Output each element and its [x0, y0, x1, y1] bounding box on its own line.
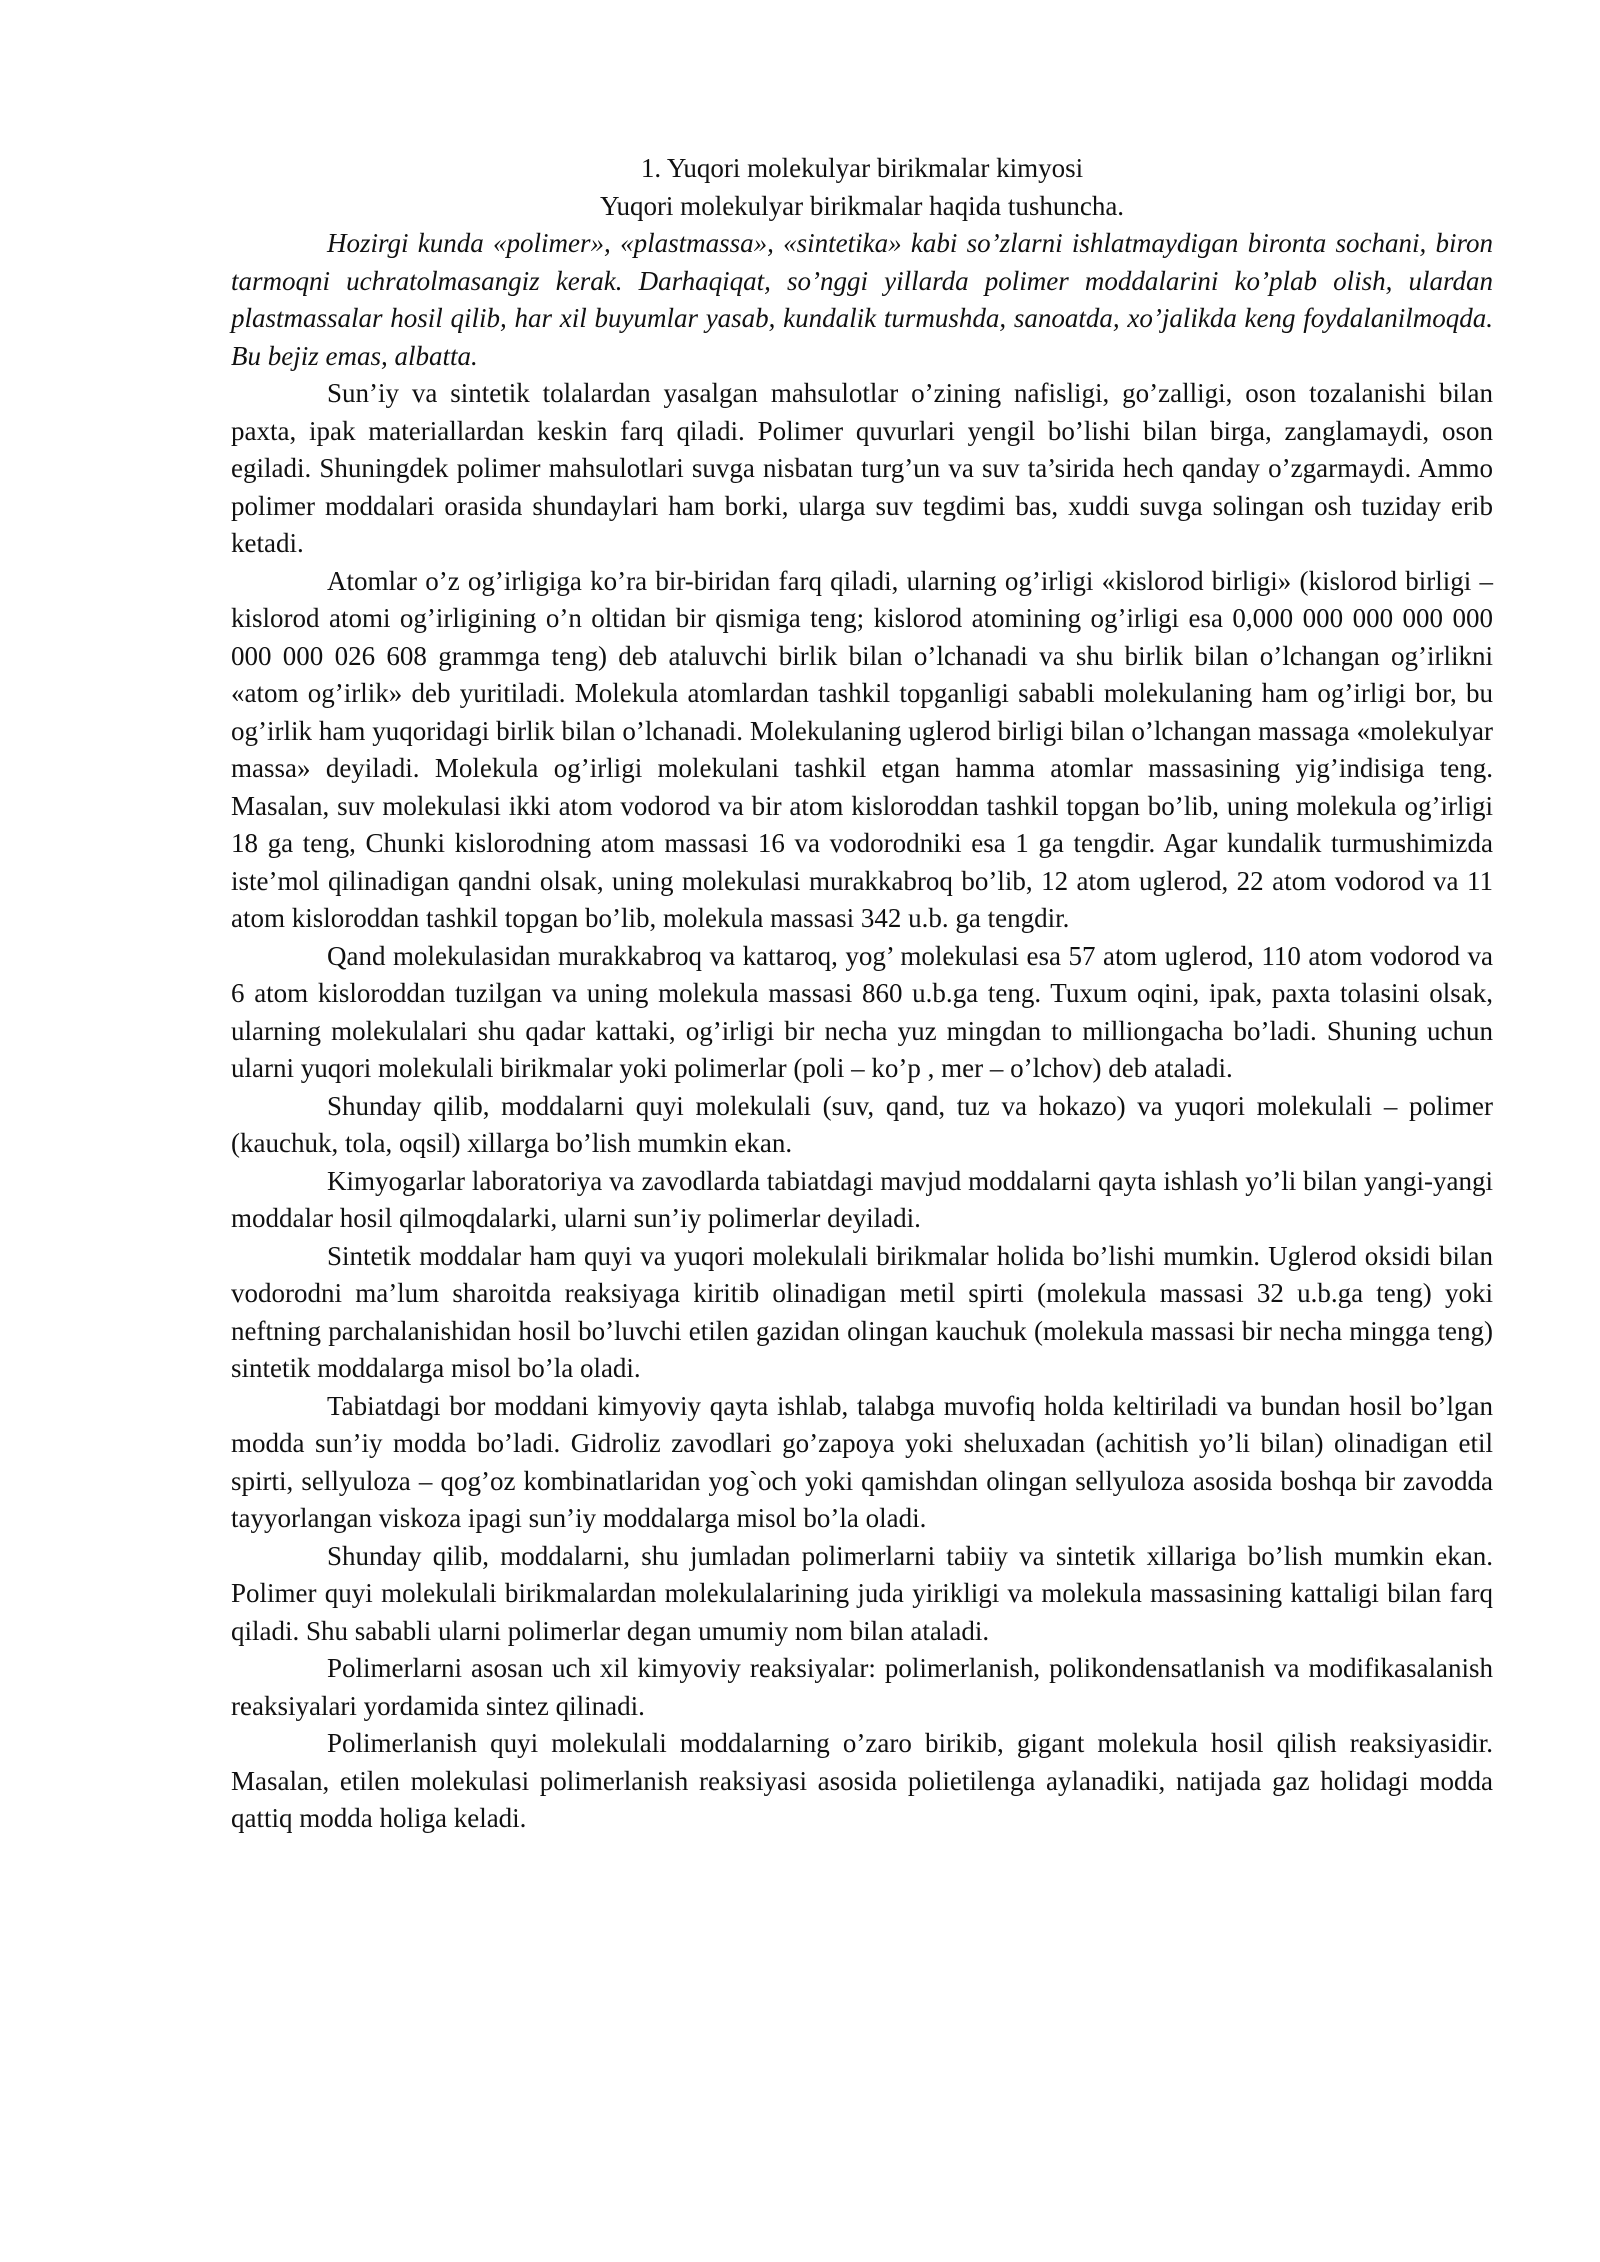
document-title: 1. Yuqori molekulyar birikmalar kimyosi	[640, 153, 1084, 183]
paragraph: Polimerlarni asosan uch xil kimyoviy reaksiyalar: polimerlanish, polikondensatlanish va modifikasalanish reaksiyalari yordamida sintez qilinadi.	[231, 1653, 1493, 1721]
paragraph: Atomlar o’z og’irligiga ko’ra bir-biridan farq qiladi, ularning og’irligi «kislorod birligi» (kislorod birligi – kislorod atomi og’irligining o’n oltidan bir qismiga teng; kislorod atomining og’irligi esa 0,000 000 000 000 000 000 000 026 608 grammga teng) deb ataluvchi birlik bilan o’lchanadi va shu birlik bilan o’lchangan og’irlikni «atom og’irlik» deb yuritiladi. Molekula atomlardan tashkil topganligi sababli molekulaning ham og’irligi bor, bu og’irlik ham yuqoridagi birlik bilan o’lchanadi. Molekulaning uglerod birligi bilan o’lchangan massaga «molekulyar massa» deyiladi. Molekula og’irligi molekulani tashkil etgan hamma atomlar massasining yig’indisiga teng. Masalan, suv molekulasi ikki atom vodorod va bir atom kisloroddan tashkil topgan bo’lib, uning molekula og’irligi 18 ga teng, Chunki kislorodning atom massasi 16 va vodorodniki esa 1 ga tengdir. Agar kundalik turmushimizda iste’mol qilinadigan qandni olsak, uning molekulasi murakkabroq bo’lib, 12 atom uglerod, 22 atom vodorod va 11 atom kisloroddan tashkil topgan bo’lib, molekula massasi 342 u.b. ga tengdir.	[231, 565, 1493, 933]
paragraph-intro: Hozirgi kunda «polimer», «plastmassa», «sintetika» kabi so’zlarni ishlatmaydigan bironta sochani, biron tarmoqni uchratolmasangiz kerak. Darhaqiqat, so’nggi yillarda polimer moddalarini ko’plab olish, ulardan plastmassalar hosil qilib, har xil buyumlar yasab, kundalik turmushda, sanoatda, xo’jalikda keng foydalanilmoqda. Bu bejiz emas, albatta.	[231, 228, 1493, 371]
paragraph: Qand molekulasidan murakkabroq va kattaroq, yog’ molekulasi esa 57 atom uglerod, 110 atom vodorod va 6 atom kisloroddan tuzilgan va uning molekula massasi 860 u.b.ga teng. Tuxum oqini, ipak, paxta tolasini olsak, ularning molekulalari shu qadar kattaki, og’irligi bir necha yuz mingdan to milliongacha bo’ladi. Shuning uchun ularni yuqori molekulali birikmalar yoki polimerlar (poli – ko’p , mer – o’lchov) deb ataladi.	[231, 940, 1493, 1083]
paragraph: Tabiatdagi bor moddani kimyoviy qayta ishlab, talabga muvofiq holda keltiriladi va bundan hosil bo’lgan modda sun’iy modda bo’ladi. Gidroliz zavodlari go’zapoya yoki sheluxadan (achitish yo’li bilan) olinadigan etil spirti, sellyuloza – qog’oz kombinatlaridan yog`och yoki qamishdan olingan sellyuloza asosida boshqa bir zavodda tayyorlangan viskoza ipagi sun’iy moddalarga misol bo’la oladi.	[231, 1390, 1493, 1533]
paragraph: Kimyogarlar laboratoriya va zavodlarda tabiatdagi mavjud moddalarni qayta ishlash yo’li bilan yangi-yangi moddalar hosil qilmoqdalarki, ularni sun’iy polimerlar deyiladi.	[231, 1165, 1493, 1233]
paragraph: Sun’iy va sintetik tolalardan yasalgan mahsulotlar o’zining nafisligi, go’zalligi, oson tozalanishi bilan paxta, ipak materiallardan keskin farq qiladi. Polimer quvurlari yengil bo’lishi bilan birga, zanglamaydi, oson egiladi. Shuningdek polimer mahsulotlari suvga nisbatan turg’un va suv ta’sirida hech qanday o’zgarmaydi. Ammo polimer moddalari orasida shundaylari ham borki, ularga suv tegdimi bas, xuddi suvga solingan osh tuziday erib ketadi.	[231, 378, 1493, 558]
paragraph: Polimerlanish quyi molekulali moddalarning o’zaro birikib, gigant molekula hosil qilish reaksiyasidir. Masalan, etilen molekulasi polimerlanish reaksiyasi asosida polietilenga aylanadiki, natijada gaz holidagi modda qattiq modda holiga keladi.	[231, 1728, 1493, 1833]
document-page	[231, 150, 1493, 1838]
document-subtitle: Yuqori molekulyar birikmalar haqida tushuncha.	[599, 190, 1125, 221]
paragraph: Sintetik moddalar ham quyi va yuqori molekulali birikmalar holida bo’lishi mumkin. Uglerod oksidi bilan vodorodni ma’lum sharoitda reaksiyaga kiritib olinadigan metil spirti (molekula massasi 32 u.b.ga teng) yoki neftning parchalanishidan hosil bo’luvchi etilen gazidan olingan kauchuk (molekula massasi bir necha mingga teng) sintetik moddalarga misol bo’la oladi.	[231, 1240, 1493, 1383]
paragraph: Shunday qilib, moddalarni, shu jumladan polimerlarni tabiiy va sintetik xillariga bo’lish mumkin ekan. Polimer quyi molekulali birikmalardan molekulalarining juda yirikligi va molekula massasining kattaligi bilan farq qiladi. Shu sababli ularni polimerlar degan umumiy nom bilan ataladi.	[231, 1540, 1493, 1646]
paragraph: Shunday qilib, moddalarni quyi molekulali (suv, qand, tuz va hokazo) va yuqori molekulali – polimer (kauchuk, tola, oqsil) xillarga bo’lish mumkin ekan.	[231, 1090, 1493, 1158]
